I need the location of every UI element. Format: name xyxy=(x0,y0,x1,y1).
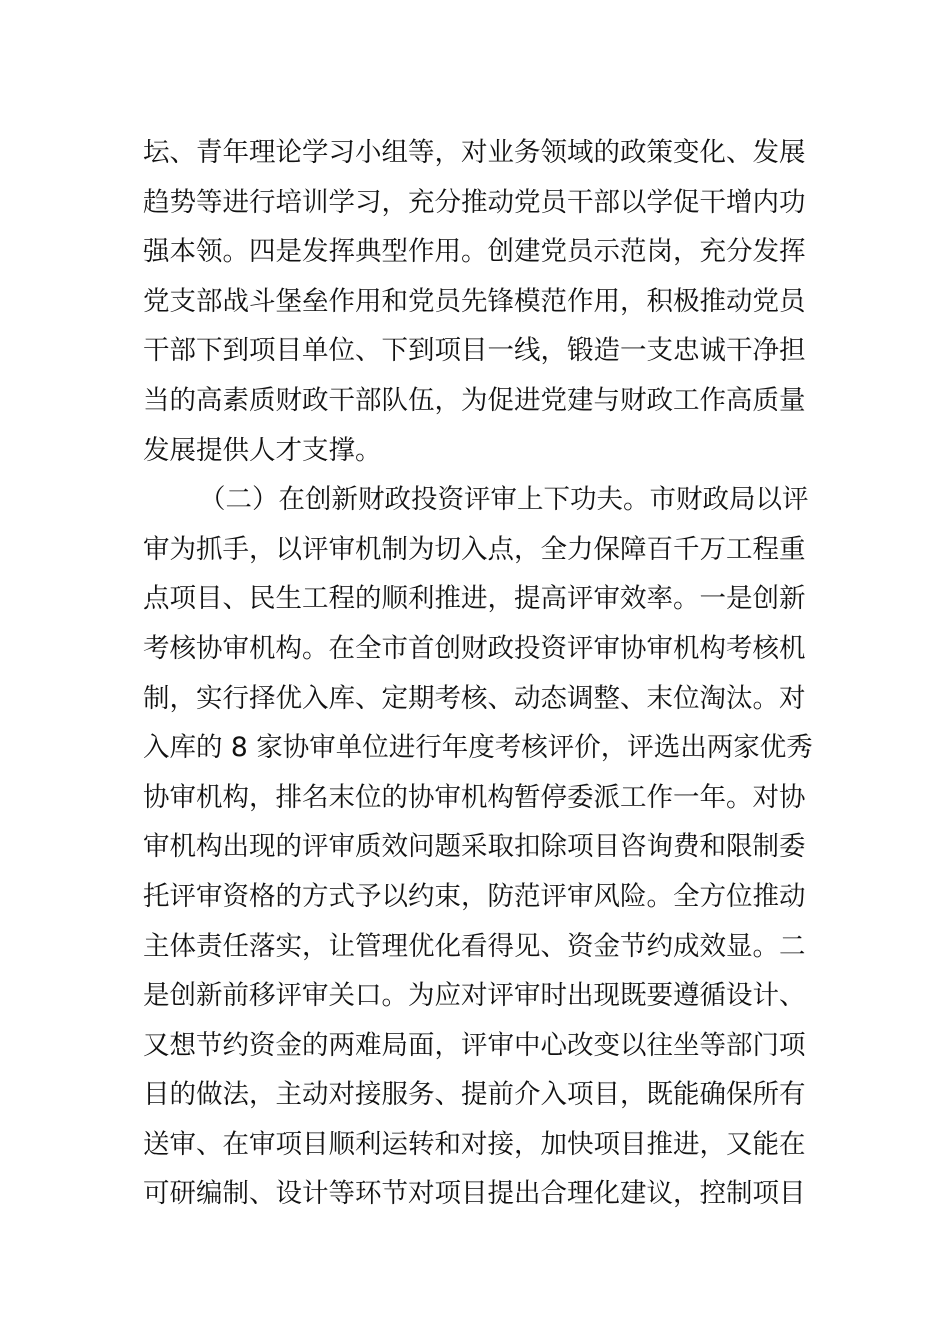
text-line: 又想节约资金的两难局面，评审中心改变以往坐等部门项 xyxy=(143,1029,806,1061)
paragraph-continuation xyxy=(143,128,813,475)
text-line: 干部下到项目单位、下到项目一线，锻造一支忠诚干净担 xyxy=(143,335,806,367)
text-line: 发展提供人才支撑。 xyxy=(143,434,382,466)
text-line: 主体责任落实，让管理优化看得见、资金节约成效显。二 xyxy=(143,930,806,962)
section-heading-line: （二）在创新财政投资评审上下功夫。市财政局以评 xyxy=(199,484,809,516)
text-line: 送审、在审项目顺利运转和对接，加快项目推进，又能在 xyxy=(143,1128,806,1160)
text-line: 制，实行择优入库、定期考核、动态调整、末位淘汰。对 xyxy=(143,682,806,714)
text-line: 趋势等进行培训学习，充分推动党员干部以学促干增内功 xyxy=(143,186,806,218)
text-line: 审机构出现的评审质效问题采取扣除项目咨询费和限制委 xyxy=(143,831,806,863)
text-line: 点项目、民生工程的顺利推进，提高评审效率。一是创新 xyxy=(143,583,806,615)
paragraph-section-two xyxy=(143,475,813,1219)
text-line: 是创新前移评审关口。为应对评审时出现既要遵循设计、 xyxy=(143,980,806,1012)
text-line: 协审机构，排名末位的协审机构暂停委派工作一年。对协 xyxy=(143,781,806,813)
text-line: 当的高素质财政干部队伍，为促进党建与财政工作高质量 xyxy=(143,384,806,416)
text-line: 目的做法，主动对接服务、提前介入项目，既能确保所有 xyxy=(143,1079,806,1111)
text-line: 党支部战斗堡垒作用和党员先锋模范作用，积极推动党员 xyxy=(143,285,806,317)
text-line: 审为抓手，以评审机制为切入点，全力保障百千万工程重 xyxy=(143,533,806,565)
text-line: 强本领。四是发挥典型作用。创建党员示范岗，充分发挥 xyxy=(143,236,806,268)
document-body xyxy=(143,128,813,1219)
text-line: 托评审资格的方式予以约束，防范评审风险。全方位推动 xyxy=(143,880,806,912)
text-line: 坛、青年理论学习小组等，对业务领域的政策变化、发展 xyxy=(143,137,806,168)
text-line: 考核协审机构。在全市首创财政投资评审协审机构考核机 xyxy=(143,632,806,664)
text-line: 入库的 8 家协审单位进行年度考核评价，评选出两家优秀 xyxy=(143,732,813,764)
text-line: 可研编制、设计等环节对项目提出合理化建议，控制项目 xyxy=(143,1178,806,1210)
